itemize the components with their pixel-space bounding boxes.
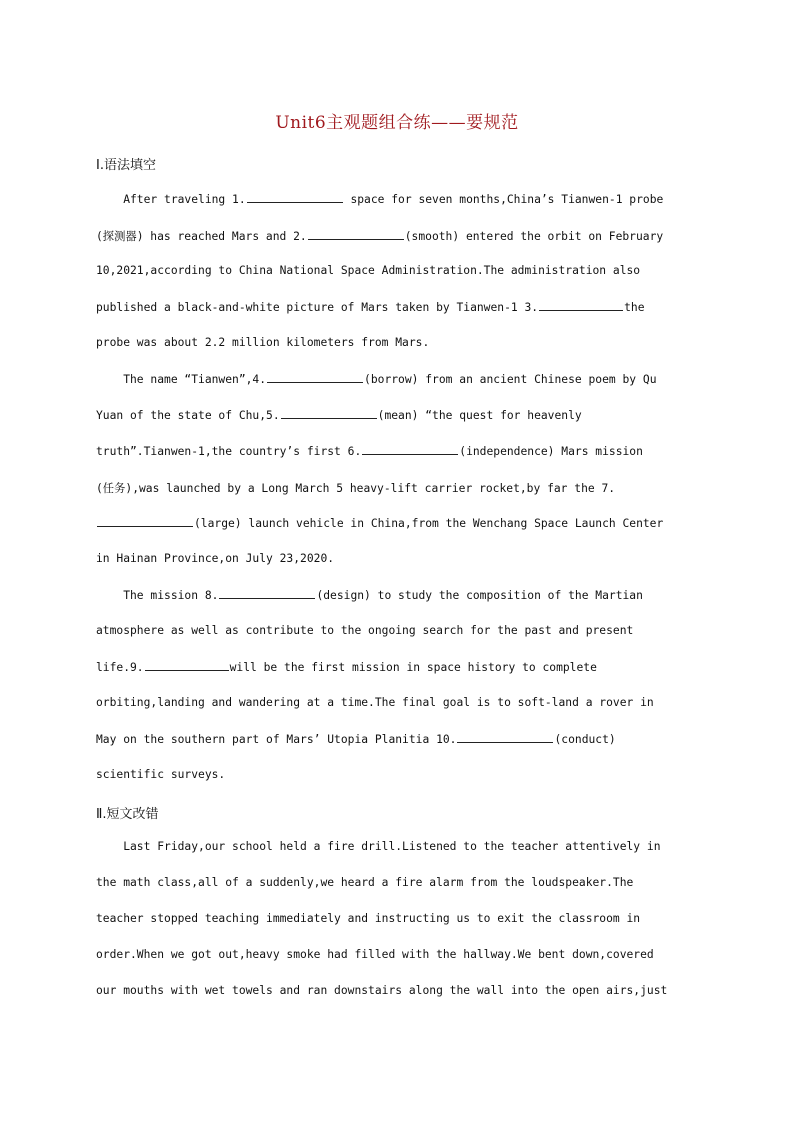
s1-line-5-a: probe was about 2.2 million kilometers from Mars. [96, 336, 430, 349]
blank-10 [457, 732, 553, 743]
page-title: Unit6主观题组合练——要规范 [275, 113, 519, 133]
blank-9 [145, 660, 229, 671]
s1-line-11-a: in Hainan Province,on July 23,2020. [96, 552, 335, 565]
s1-line-16 [96, 732, 616, 746]
s1-line-4-a: published a black-and-white picture of Mars taken by Tianwen-1 3. [96, 301, 539, 314]
s1-line-4-b: the [624, 301, 645, 314]
s1-line-9-a: (任务),was launched by a Long March 5 heavy-lift carrier rocket,by far the 7. [96, 482, 616, 495]
s1-line-10 [96, 516, 663, 530]
s1-line-6-b: (borrow) from an ancient Chinese poem by Qu [364, 373, 657, 386]
s1-line-6-a: The name “Tianwen”,4. [96, 373, 267, 386]
s1-line-1 [96, 192, 663, 206]
s1-line-16-b: (conduct) [554, 733, 616, 746]
s1-line-17-a: scientific surveys. [96, 768, 226, 781]
blank-7 [97, 516, 193, 527]
blank-3 [539, 300, 623, 311]
s1-line-11 [96, 552, 334, 565]
s1-line-3 [96, 264, 640, 277]
s1-line-17 [96, 768, 225, 781]
s1-line-1-b: space for seven months,China’s Tianwen-1 probe [343, 193, 664, 206]
s1-line-9 [96, 480, 615, 496]
s2-line-2: the math class,all of a suddenly,we heard a fire alarm from the loudspeaker.The [96, 876, 634, 889]
blank-4 [267, 372, 363, 383]
s1-line-10-b: (large) launch vehicle in China,from the Wenchang Space Launch Center [194, 517, 664, 530]
s1-line-2 [96, 228, 663, 244]
s1-line-8-b: (independence) Mars mission [459, 445, 643, 458]
s1-line-12-a: The mission 8. [96, 589, 219, 602]
s2-line-1: Last Friday,our school held a fire drill.Listened to the teacher attentively in [96, 840, 661, 853]
blank-6 [362, 444, 458, 455]
s1-line-7-a: Yuan of the state of Chu,5. [96, 409, 280, 422]
s1-line-14 [96, 660, 597, 674]
s1-line-6 [96, 372, 657, 386]
section-1-heading: Ⅰ.语法填空 [96, 158, 156, 173]
s1-line-2-a: (探测器) has reached Mars and 2. [96, 230, 307, 243]
s1-line-2-b: (smooth) entered the orbit on February [404, 230, 664, 243]
s1-line-8 [96, 444, 643, 458]
s1-line-7-b: (mean) “the quest for heavenly [377, 409, 582, 422]
s1-line-8-a: truth”.Tianwen-1,the country’s first 6. [96, 445, 362, 458]
s1-line-7 [96, 408, 582, 422]
s1-line-3-a: 10,2021,according to China National Space Administration.The administration also [96, 264, 641, 277]
s1-line-12 [96, 588, 643, 602]
blank-5 [281, 408, 377, 419]
s1-line-14-b: will be the first mission in space history to complete [229, 661, 597, 674]
blank-8 [219, 588, 315, 599]
blank-1 [247, 192, 343, 203]
s1-line-16-a: May on the southern part of Mars’ Utopia Planitia 10. [96, 733, 457, 746]
s1-line-4 [96, 300, 645, 314]
s2-line-5: our mouths with wet towels and ran downstairs along the wall into the open airs,just [96, 984, 668, 997]
s1-line-12-b: (design) to study the composition of the Martian [316, 589, 643, 602]
section-2-heading: Ⅱ.短文改错 [96, 807, 159, 822]
s1-line-14-a: life.9. [96, 661, 144, 674]
s1-line-13-a: atmosphere as well as contribute to the ongoing search for the past and present [96, 624, 634, 637]
s2-line-3: teacher stopped teaching immediately and instructing us to exit the classroom in [96, 912, 641, 925]
s1-line-1-a: After traveling 1. [96, 193, 246, 206]
s1-line-5 [96, 336, 429, 349]
s1-line-13 [96, 624, 633, 637]
s1-line-15 [96, 696, 654, 709]
blank-2 [308, 229, 404, 240]
s1-line-15-a: orbiting,landing and wandering at a time.The final goal is to soft-land a rover in [96, 696, 654, 709]
s2-line-4: order.When we got out,heavy smoke had filled with the hallway.We bent down,covered [96, 948, 654, 961]
